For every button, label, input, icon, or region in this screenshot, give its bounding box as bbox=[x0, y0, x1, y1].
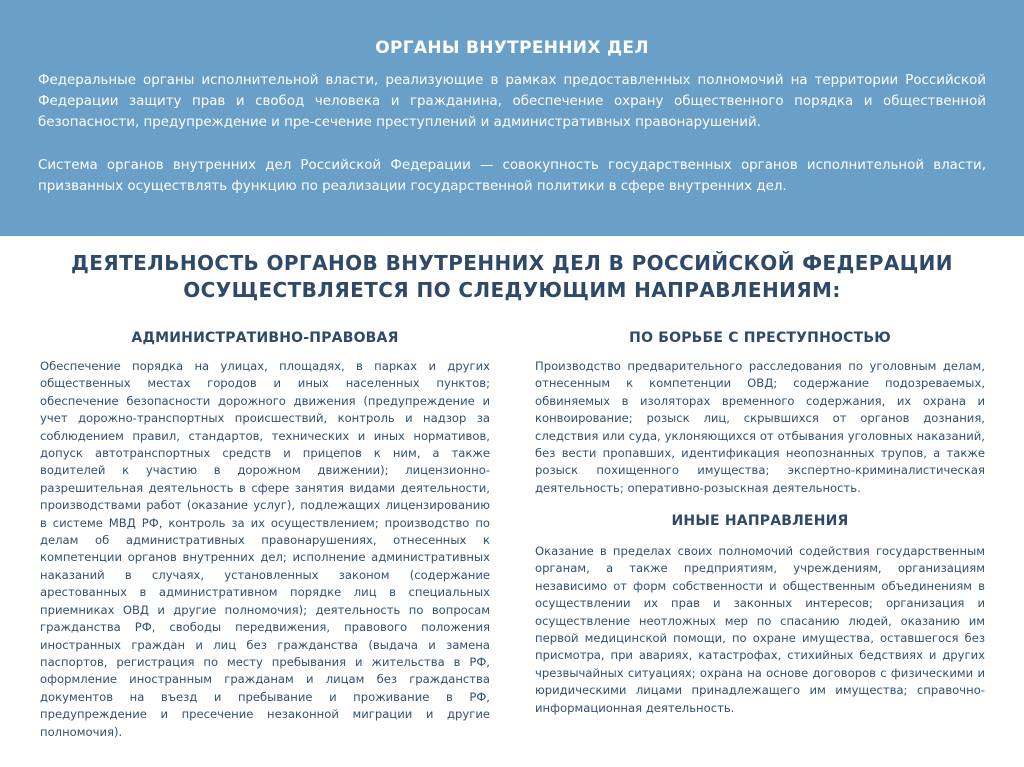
section-title-administrative: АДМИНИСТРАТИВНО-ПРАВОВАЯ bbox=[131, 330, 399, 346]
section-text-administrative: Обеспечение порядка на улицах, площадях, в парках и других общественных местах городов и иных населенных пунктов; обеспечение безопасности дорожного движения (предупреждение и учет дорожно-транспортных происшествий, контроль и надзор за соблюдением правил, стандартов, технических и иных нормативов, допуск автотранспортных средств и прицепов к ним, а также водителей к участию в дорожном движении); лицензионно-разрешительная деятельность в сфере занятия видами деятельности, производствами работ (оказание услуг), подлежащих лицензированию в системе МВД РФ, контроль за их осуществлением; производство по делам об административных правонарушениях, отнесенных к компетенции органов внутренних дел; исполнение административных наказаний в случаях, установленных законом (содержание арестованных в административном порядке лиц в специальных приемниках ОВД и другие полномочия); деятельность по вопросам гражданства РФ, свободы передвижения, правового положения иностранных граждан и лиц без гражданства (выдача и замена паспортов, регистрация по месту пребывания и жительства в РФ, оформление иностранным гражданам и лицам без гражданства документов на въезд и пребывание и проживание в РФ, предупреждение и пресечение незаконной миграции и другие полномочия). bbox=[40, 359, 490, 739]
header-paragraph-system: Система органов внутренних дел Российской Федерации — совокупность государственных органов исполнительной власти, призванных осуществлять функцию по реализации государственной политики в сфере внутренних дел. bbox=[38, 158, 986, 194]
main-title-line-2: ОСУЩЕСТВЛЯЕТСЯ ПО СЛЕДУЮЩИМ НАПРАВЛЕНИЯМ: bbox=[183, 278, 841, 302]
section-text-crime: Производство предварительного расследования по уголовным делам, отнесенным к компетенции ОВД; содержание подозреваемых, обвиняемых в изоляторах временного содержания, их охрана и конвоирование; розыск лиц, скрывшихся от органов дознания, следствия или суда, уклоняющихся от отбывания уголовных наказаний, без вести пропавших, идентификация неопознанных трупов, а также розыск похищенного имущества; экспертно-криминалистическая деятельность; оперативно-розыскная деятельность. bbox=[535, 359, 985, 495]
section-title-crime: ПО БОРЬБЕ С ПРЕСТУПНОСТЬЮ bbox=[629, 330, 891, 346]
main-title bbox=[0, 250, 1024, 304]
section-title-other: ИНЫЕ НАПРАВЛЕНИЯ bbox=[671, 513, 849, 529]
header-paragraph-definition: Федеральные органы исполнительной власти, реализующие в рамках предоставленных полномочий на территории Российской Федерации защиту прав и свобод человека и гражданина, обеспечение охрану общественного порядка и общественной безопасности, предупреждение и пре-сечение преступлений и административных правонарушений. bbox=[38, 73, 986, 130]
header-band bbox=[0, 0, 1024, 236]
header-title: ОРГАНЫ ВНУТРЕННИХ ДЕЛ bbox=[375, 38, 649, 58]
main-title-line-1: ДЕЯТЕЛЬНОСТЬ ОРГАНОВ ВНУТРЕННИХ ДЕЛ В РОССИЙСКОЙ ФЕДЕРАЦИИ bbox=[71, 251, 953, 275]
section-text-other: Оказание в пределах своих полномочий содействия государственным органам, а также предприятиям, учреждениям, организациям независимо от форм собственности и общественным объединениям в осуществлении их прав и законных интересов; организация и осуществление неотложных мер по спасанию людей, оказанию им первой медицинской помощи, по охране имущества, оставшегося без присмотра, при авариях, катастрофах, стихийных бедствиях и других чрезвычайных ситуациях; охрана на основе договоров с физическими и юридическими лицами принадлежащего им имущества; справочно-информационная деятельность. bbox=[535, 544, 985, 715]
